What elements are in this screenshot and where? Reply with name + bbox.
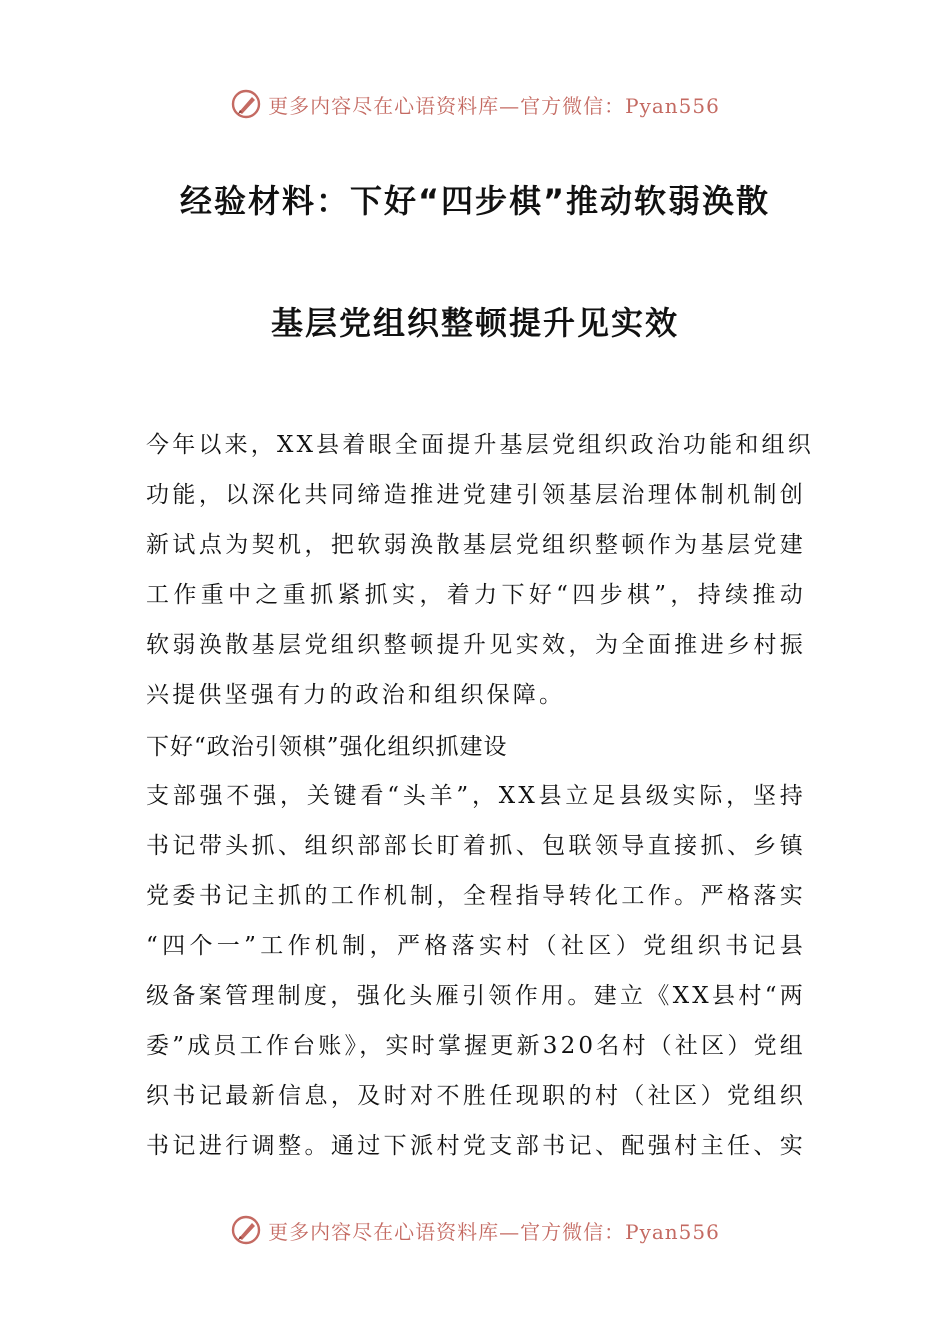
paragraph-line: 功能，以深化共同缔造推进党建引领基层治理体制机制创 (146, 482, 806, 508)
paragraph-line: 书记带头抓、组织部部长盯着抓、包联领导直接抓、乡镇 (146, 833, 806, 859)
footer-banner (0, 1208, 950, 1252)
paragraph-line: 书记进行调整。通过下派村党支部书记、配强村主任、实 (146, 1133, 806, 1159)
paragraph-line: 今年以来，XX县着眼全面提升基层党组织政治功能和组织 (146, 432, 814, 458)
footer-banner-text: 更多内容尽在心语资料库—官方微信：Pyan556 (268, 1219, 720, 1244)
paragraph-line: 支部强不强，关键看“头羊”，XX县立足县级实际，坚持 (146, 783, 806, 809)
paragraph-line: 软弱涣散基层党组织整顿提升见实效，为全面推进乡村振 (146, 632, 806, 658)
paragraph-section-1 (146, 771, 806, 1171)
document-title-line-1: 经验材料：下好“四步棋”推动软弱涣散 (179, 182, 771, 220)
paragraph-line: 委”成员工作台账》，实时掌握更新320名村（社区）党组 (146, 1033, 806, 1059)
paragraph-line: 级备案管理制度，强化头雁引领作用。建立《XX县村“两 (146, 983, 806, 1009)
paragraph-line: 党委书记主抓的工作机制，全程指导转化工作。严格落实 (146, 883, 806, 909)
quill-pen-logo-icon (230, 88, 262, 120)
header-banner-text: 更多内容尽在心语资料库—官方微信：Pyan556 (268, 93, 720, 118)
section-subheading: 下好“政治引领棋”强化组织抓建设 (146, 734, 508, 760)
paragraph-line: 织书记最新信息，及时对不胜任现职的村（社区）党组织 (146, 1083, 806, 1109)
paragraph-line: 新试点为契机，把软弱涣散基层党组织整顿作为基层党建 (146, 532, 806, 558)
header-banner (0, 82, 950, 126)
quill-pen-logo-icon (230, 1214, 262, 1246)
paragraph-line: 兴提供坚强有力的政治和组织保障。 (146, 682, 566, 708)
paragraph-line: “四个一”工作机制，严格落实村（社区）党组织书记县 (146, 933, 806, 959)
paragraph-line: 工作重中之重抓紧抓实，着力下好“四步棋”，持续推动 (146, 582, 806, 608)
paragraph-intro (146, 420, 814, 720)
document-title-line-2: 基层党组织整顿提升见实效 (270, 304, 679, 342)
